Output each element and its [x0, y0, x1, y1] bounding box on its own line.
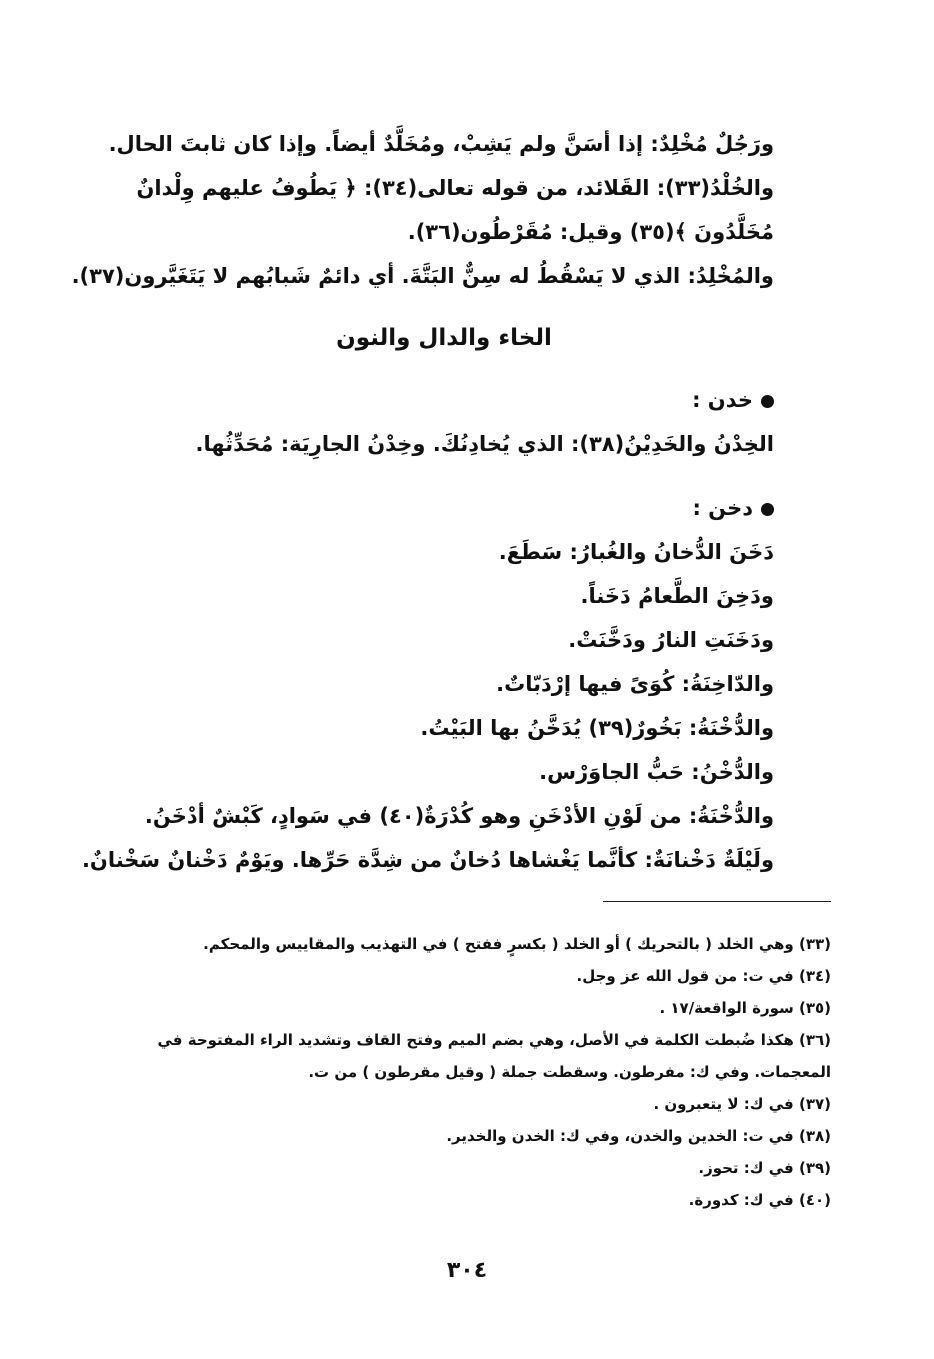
footnote: (٣٨) في ت: الخدين والخدن، وفي ك: الخدن والخدير. — [446, 1127, 831, 1145]
text-line: الخِدْنُ والخَدِيْنُ(٣٨): الذي يُخادِنُكَ. وخِدْنُ الجارِيَة: مُحَدِّثُها. — [195, 432, 774, 456]
section-title: الخاء والدال والنون — [336, 325, 552, 351]
footnote-divider — [603, 901, 831, 902]
entry-heading-label: دخن : — [692, 496, 753, 520]
spacer — [114, 466, 774, 480]
footnotes — [101, 928, 831, 1216]
main-text — [71, 122, 774, 882]
footnote: (٤٠) في ك: كدورة. — [688, 1191, 831, 1209]
text-line: ودَخِنَ الطَّعامُ دَخَناً. — [580, 584, 774, 608]
text-line: والدُّخْنَةُ: بَخُورٌ(٣٩) يُدَخَّنُ بها البَيْتُ. — [420, 716, 774, 740]
text-line: والدّاخِنَةُ: كُوَىً فيها إرْدَبّاتٌ. — [496, 672, 774, 696]
text-line: والدُّخْنُ: حَبُّ الجاوَرْس. — [539, 760, 774, 784]
footnote: (٣٩) في ك: تحوز. — [698, 1159, 831, 1177]
entry-heading — [114, 486, 774, 530]
bullet-icon — [761, 395, 774, 408]
text-line: ورَجُلٌ مُخْلِدٌ: إذا أسَنَّ ولم يَشِبْ، ومُخَلَّدٌ أيضاً. وإذا كان ثابتَ الحال. — [108, 132, 774, 156]
text-line: والدُّخْنَةُ: من لَوْنِ الأدْخَنِ وهو كُدْرَةٌ(٤٠) في سَوادٍ، كَبْشٌ أدْخَنُ. — [144, 804, 774, 828]
bullet-icon — [761, 503, 774, 516]
page-number: ٣٠٤ — [446, 1258, 488, 1283]
text-line: دَخَنَ الدُّخانُ والغُبارُ: سَطَعَ. — [498, 540, 774, 564]
text-line: ولَيْلَةٌ دَخْنانَةٌ: كأنَّما يَغْشاها دُخانٌ من شِدَّة حَرِّها. ويَوْمٌ دَخْنانٌ سَخْنانٌ. — [81, 848, 774, 872]
text-line: والمُخْلِدُ: الذي لا يَسْقُطُ له سِنٌّ البَتَّةَ. أي دائمٌ شَبابُهم لا يَتَغَيَّرون(٣٧). — [71, 264, 774, 288]
footnote: (٣٣) وهي الخلد ( بالتحريك ) أو الخلد ( بكسرٍ ففتح ) في التهذيب والمقاييس والمحكم. — [203, 935, 831, 953]
footnote: (٣٤) في ت: من قول الله عز وجل. — [576, 967, 831, 985]
footnote: (٣٧) في ك: لا يتعبرون . — [653, 1095, 831, 1113]
footnote: (٣٥) سورة الواقعة/١٧ . — [659, 999, 831, 1017]
footnote-continuation: المعجمات. وفي ك: مفرطون. وسقطت جملة ( وقيل مقرطون ) من ت. — [308, 1063, 831, 1081]
entry-heading — [114, 378, 774, 422]
entry-heading-label: خدن : — [692, 388, 753, 412]
text-line: والخُلْدُ(٣٣): القَلائد، من قوله تعالى(٣٤): ﴿ يَطُوفُ عليهم وِلْدانٌ — [136, 176, 774, 200]
footnote: (٣٦) هكذا ضُبطت الكلمة في الأصل، وهي بضم الميم وفتح القاف وتشديد الراء المفتوحة في — [157, 1031, 831, 1049]
text-line: مُخَلَّدُونَ ﴾(٣٥) وقيل: مُقَرْطُون(٣٦). — [407, 220, 774, 244]
text-line: ودَخَنَتِ النارُ ودَخَّنَتْ. — [568, 628, 774, 652]
